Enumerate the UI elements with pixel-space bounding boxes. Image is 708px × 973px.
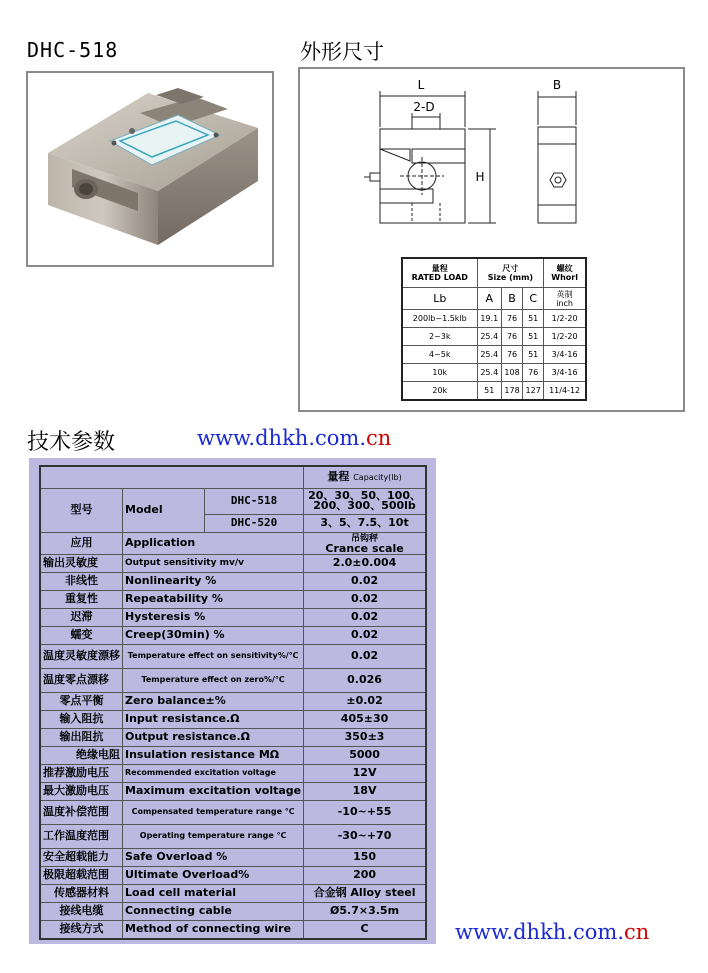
header-thread: 螺纹 Whorl bbox=[544, 258, 586, 288]
table-row: 200lb~1.5klb 19.1 76 51 1/2-20 bbox=[402, 310, 586, 328]
table-row: 输出灵敏度 Output sensitivity mv/v 2.0±0.004 bbox=[40, 554, 426, 572]
table-row: 2~3k 25.4 76 51 1/2-20 bbox=[402, 328, 586, 346]
header-size: 尺寸 Size (mm) bbox=[477, 258, 544, 288]
capacity-header: 量程 Capacity(lb) bbox=[304, 466, 426, 488]
spec-model-row: DHC-520 3、5、7.5、10t bbox=[40, 514, 426, 532]
size-table bbox=[401, 257, 587, 401]
dim-label-L: L bbox=[417, 78, 425, 92]
table-row: 工作温度范围 Operating temperature range ℃ -30~+70 bbox=[40, 824, 426, 848]
spec-application-row: 应用 Application 吊钩秤 Crance scale bbox=[40, 532, 426, 554]
spec-table bbox=[39, 465, 427, 940]
spec-model-row: 型号 Model DHC-518 20、30、50、100、200、300、500lb bbox=[40, 488, 426, 514]
table-row: 接线电缆 Connecting cable Ø5.7×3.5m bbox=[40, 902, 426, 920]
table-row: 最大激励电压 Maximum excitation voltage 18V bbox=[40, 782, 426, 800]
table-row: 4~5k 25.4 76 51 3/4-16 bbox=[402, 346, 586, 364]
website-link-top[interactable]: www.dhkh.com.cn bbox=[197, 426, 392, 450]
dim-label-2D: 2-D bbox=[413, 100, 435, 114]
table-row: 输出阻抗 Output resistance.Ω 350±3 bbox=[40, 728, 426, 746]
table-row: 安全超载能力 Safe Overload % 150 bbox=[40, 848, 426, 866]
table-row: 接线方式 Method of connecting wire C bbox=[40, 920, 426, 939]
website-link-bottom[interactable]: www.dhkh.com.cn bbox=[455, 920, 650, 944]
table-row: 温度零点漂移 Temperature effect on zero%/℃ 0.026 bbox=[40, 668, 426, 692]
dim-label-H: H bbox=[475, 170, 485, 184]
dimension-title: 外形尺寸 bbox=[300, 40, 384, 64]
spec-panel bbox=[29, 458, 436, 944]
table-row: 温度灵敏度漂移 Temperature effect on sensitivity%/℃ 0.02 bbox=[40, 644, 426, 668]
table-row: 温度补偿范围 Compensated temperature range ℃ -10~+55 bbox=[40, 800, 426, 824]
table-row: 零点平衡 Zero balance±% ±0.02 bbox=[40, 692, 426, 710]
table-row: 极限超载范围 Ultimate Overload% 200 bbox=[40, 866, 426, 884]
table-row: 20k 51 178 127 11/4-12 bbox=[402, 382, 586, 401]
size-table-units: Lb A B C 英制 inch bbox=[402, 288, 586, 310]
model-title: DHC-518 bbox=[27, 38, 119, 62]
load-cell-illustration bbox=[28, 73, 272, 265]
table-row: 推荐激励电压 Recommended excitation voltage 12V bbox=[40, 764, 426, 782]
dimension-drawing-panel bbox=[298, 67, 685, 412]
table-row: 蠕变 Creep(30min) % 0.02 bbox=[40, 626, 426, 644]
table-row: 非线性 Nonlinearity % 0.02 bbox=[40, 572, 426, 590]
table-row: 重复性 Repeatability % 0.02 bbox=[40, 590, 426, 608]
product-photo bbox=[26, 71, 274, 267]
table-row: 10k 25.4 108 76 3/4-16 bbox=[402, 364, 586, 382]
table-row: 输入阻抗 Input resistance.Ω 405±30 bbox=[40, 710, 426, 728]
dim-label-B: B bbox=[552, 78, 562, 92]
dimension-drawing bbox=[300, 69, 683, 254]
table-row: 迟滞 Hysteresis % 0.02 bbox=[40, 608, 426, 626]
tech-params-title: 技术参数 bbox=[27, 430, 116, 455]
header-range: 量程 RATED LOAD bbox=[402, 258, 477, 288]
table-row: 绝缘电阻 Insulation resistance MΩ 5000 bbox=[40, 746, 426, 764]
size-table-header bbox=[402, 258, 586, 288]
spec-capacity-header bbox=[40, 466, 426, 488]
table-row: 传感器材料 Load cell material 合金钢 Alloy steel bbox=[40, 884, 426, 902]
